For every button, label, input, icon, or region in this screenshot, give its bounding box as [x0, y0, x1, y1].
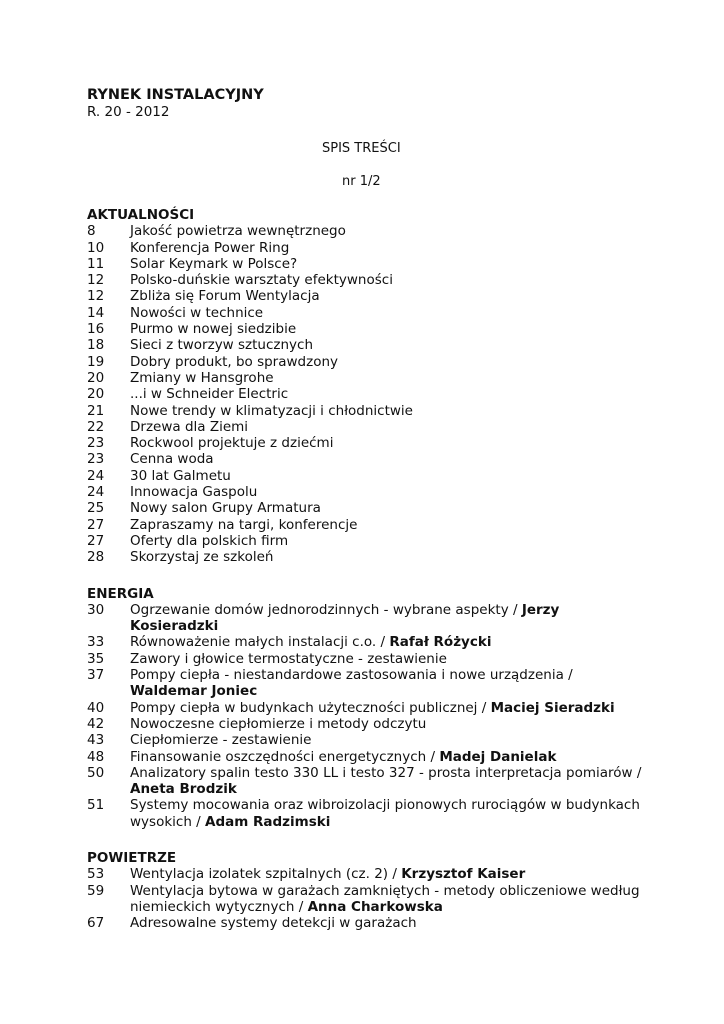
- entry-author: Maciej Sieradzki: [490, 699, 615, 716]
- toc-entry: [87, 240, 647, 256]
- entry-title: Cenna woda: [130, 451, 214, 468]
- toc-section: [87, 850, 647, 931]
- page-number: 43: [87, 732, 105, 749]
- entry-title: Pompy ciepła - niestandardowe zastosowania i nowe urządzenia /: [130, 667, 573, 684]
- page-number: 12: [87, 288, 105, 305]
- page-number: 59: [87, 882, 105, 899]
- entry-text: [130, 321, 647, 337]
- entry-text: [130, 272, 647, 288]
- toc-entry: [87, 321, 647, 337]
- page-number: 8: [87, 223, 96, 240]
- page-number: 21: [87, 402, 105, 419]
- toc-entry: [87, 716, 647, 732]
- entry-title: Finansowanie oszczędności energetycznych /: [130, 748, 440, 765]
- entry-title: Polsko-duńskie warsztaty efektywności: [130, 272, 393, 289]
- page-number: 27: [87, 516, 105, 533]
- toc-entry: [87, 549, 647, 565]
- toc-entry: [87, 700, 647, 716]
- page-number: 20: [87, 369, 105, 386]
- entry-author: Rafał Różycki: [389, 634, 492, 651]
- entry-text: [130, 716, 647, 732]
- document-page: [87, 86, 647, 931]
- entry-title: Zapraszamy na targi, konferencje: [130, 516, 358, 533]
- toc-entry: [87, 500, 647, 516]
- toc-entry: [87, 435, 647, 451]
- entry-title: Pompy ciepła w budynkach użyteczności publicznej /: [130, 699, 491, 716]
- toc-entry: [87, 533, 647, 549]
- entry-text: [130, 240, 647, 256]
- entry-text: [130, 337, 647, 353]
- page-number: 67: [87, 915, 105, 932]
- entry-text: [130, 765, 647, 798]
- toc-sections: [87, 207, 647, 931]
- entry-text: [130, 288, 647, 304]
- toc-entry: [87, 305, 647, 321]
- entry-title: Konferencja Power Ring: [130, 239, 290, 256]
- toc-entry: [87, 749, 647, 765]
- page-number: 23: [87, 451, 105, 468]
- toc-entry: [87, 866, 647, 882]
- page-number: 22: [87, 418, 105, 435]
- entry-title: Analizatory spalin testo 330 LL i testo 327 - prosta interpretacja pomiarów /: [130, 764, 642, 781]
- page-number: 35: [87, 650, 105, 667]
- entry-author: Aneta Brodzik: [130, 781, 237, 798]
- entry-author: Waldemar Joniec: [130, 683, 258, 700]
- page-number: 51: [87, 797, 105, 814]
- publication-title: RYNEK INSTALACYJNY: [87, 87, 264, 103]
- entry-title: Zbliża się Forum Wentylacja: [130, 288, 320, 305]
- toc-entry: [87, 484, 647, 500]
- entry-text: [130, 370, 647, 386]
- entry-text: [130, 500, 647, 516]
- entry-author: Anna Charkowska: [307, 898, 443, 915]
- entry-text: [130, 517, 647, 533]
- entry-text: [130, 883, 647, 916]
- entry-title: Ogrzewanie domów jednorodzinnych - wybrane aspekty /: [130, 601, 522, 618]
- toc-entry: [87, 288, 647, 304]
- entry-title: Dobry produkt, bo sprawdzony: [130, 353, 339, 370]
- toc-entry: [87, 517, 647, 533]
- toc-entry: [87, 797, 647, 830]
- entry-title: Zmiany w Hansgrohe: [130, 369, 274, 386]
- toc-entry: [87, 667, 647, 700]
- toc-entry: [87, 468, 647, 484]
- toc-entry: [87, 403, 647, 419]
- publication-year: R. 20 - 2012: [87, 104, 170, 120]
- entry-title: Nowoczesne ciepłomierze i metody odczytu: [130, 715, 427, 732]
- toc-entry: [87, 451, 647, 467]
- entry-text: [130, 435, 647, 451]
- entry-title: Jakość powietrza wewnętrznego: [130, 223, 346, 240]
- entry-title: Drzewa dla Ziemi: [130, 418, 249, 435]
- entry-title: Równoważenie małych instalacji c.o. /: [130, 634, 390, 651]
- entry-text: [130, 403, 647, 419]
- entry-title: Skorzystaj ze szkoleń: [130, 549, 274, 566]
- page-number: 33: [87, 634, 105, 651]
- entry-title: Systemy mocowania oraz wibroizolacji pionowych rurociągów w budynkach wysokich /: [130, 797, 640, 830]
- toc-entry: [87, 602, 647, 635]
- entry-text: [130, 484, 647, 500]
- entry-text: [130, 634, 647, 650]
- page-number: 16: [87, 321, 105, 338]
- toc-section: [87, 207, 647, 566]
- entry-title: Wentylacja izolatek szpitalnych (cz. 2) /: [130, 866, 402, 883]
- entry-title: Ciepłomierze - zestawienie: [130, 732, 312, 749]
- section-title: AKTUALNOŚCI: [87, 207, 195, 223]
- entry-text: [130, 223, 647, 239]
- page-number: 50: [87, 764, 105, 781]
- toc-entry: [87, 386, 647, 402]
- toc-entry: [87, 765, 647, 798]
- page-number: 10: [87, 239, 105, 256]
- entry-title: Nowości w technice: [130, 304, 264, 321]
- page-number: 48: [87, 748, 105, 765]
- toc-heading: SPIS TREŚCI: [322, 141, 401, 156]
- entry-author: Madej Danielak: [439, 748, 557, 765]
- entry-title: 30 lat Galmetu: [130, 467, 231, 484]
- toc-entry: [87, 651, 647, 667]
- entry-title: Zawory i głowice termostatyczne - zestawienie: [130, 650, 447, 667]
- entry-text: [130, 468, 647, 484]
- page-number: 20: [87, 386, 105, 403]
- page-number: 53: [87, 866, 105, 883]
- entry-text: [130, 256, 647, 272]
- section-title: ENERGIA: [87, 585, 154, 602]
- section-title: POWIETRZE: [87, 849, 177, 866]
- toc-entry: [87, 419, 647, 435]
- entry-text: [130, 451, 647, 467]
- entry-text: [130, 915, 647, 931]
- page-number: 37: [87, 667, 105, 684]
- page-number: 18: [87, 337, 105, 354]
- page-number: 12: [87, 272, 105, 289]
- toc-entry: [87, 354, 647, 370]
- entry-text: [130, 419, 647, 435]
- entry-title: Purmo w nowej siedzibie: [130, 321, 297, 338]
- entry-text: [130, 549, 647, 565]
- page-number: 11: [87, 255, 105, 272]
- toc-entry: [87, 256, 647, 272]
- page-number: 23: [87, 435, 105, 452]
- toc-section: [87, 586, 647, 830]
- entry-text: [130, 386, 647, 402]
- entry-text: [130, 749, 647, 765]
- entry-title: Innowacja Gaspolu: [130, 484, 258, 501]
- entry-title: Wentylacja bytowa w garażach zamkniętych - metody obliczeniowe według niemieckich wytycznych /: [130, 882, 640, 915]
- page-number: 28: [87, 549, 105, 566]
- entry-title: Oferty dla polskich firm: [130, 532, 289, 549]
- toc-entry: [87, 337, 647, 353]
- entry-title: ...i w Schneider Electric: [130, 386, 289, 403]
- page-number: 30: [87, 601, 105, 618]
- entry-title: Adresowalne systemy detekcji w garażach: [130, 915, 417, 932]
- entry-text: [130, 667, 647, 700]
- toc-entry: [87, 883, 647, 916]
- toc-entry: [87, 272, 647, 288]
- entry-text: [130, 866, 647, 882]
- entry-text: [130, 732, 647, 748]
- page-number: 27: [87, 532, 105, 549]
- toc-entry: [87, 223, 647, 239]
- entry-author: Jerzy Kosieradzki: [130, 601, 560, 635]
- entry-title: Sieci z tworzyw sztucznych: [130, 337, 314, 354]
- entry-title: Solar Keymark w Polsce?: [130, 255, 298, 272]
- page-number: 42: [87, 715, 105, 732]
- entry-text: [130, 354, 647, 370]
- entry-text: [130, 700, 647, 716]
- entry-title: Nowy salon Grupy Armatura: [130, 500, 321, 517]
- toc-entry: [87, 732, 647, 748]
- entry-text: [130, 305, 647, 321]
- entry-text: [130, 797, 647, 830]
- page-number: 24: [87, 467, 105, 484]
- entry-title: Nowe trendy w klimatyzacji i chłodnictwie: [130, 402, 413, 419]
- issue-number: nr 1/2: [342, 174, 381, 189]
- entry-text: [130, 533, 647, 549]
- entry-text: [130, 651, 647, 667]
- page-number: 25: [87, 500, 105, 517]
- page-number: 14: [87, 304, 105, 321]
- entry-text: [130, 602, 647, 635]
- page-number: 40: [87, 699, 105, 716]
- entry-author: Adam Radzimski: [205, 813, 331, 830]
- toc-entry: [87, 915, 647, 931]
- toc-entry: [87, 370, 647, 386]
- toc-entry: [87, 634, 647, 650]
- page-number: 19: [87, 353, 105, 370]
- entry-author: Krzysztof Kaiser: [401, 866, 526, 883]
- page-number: 24: [87, 484, 105, 501]
- entry-title: Rockwool projektuje z dziećmi: [130, 435, 334, 452]
